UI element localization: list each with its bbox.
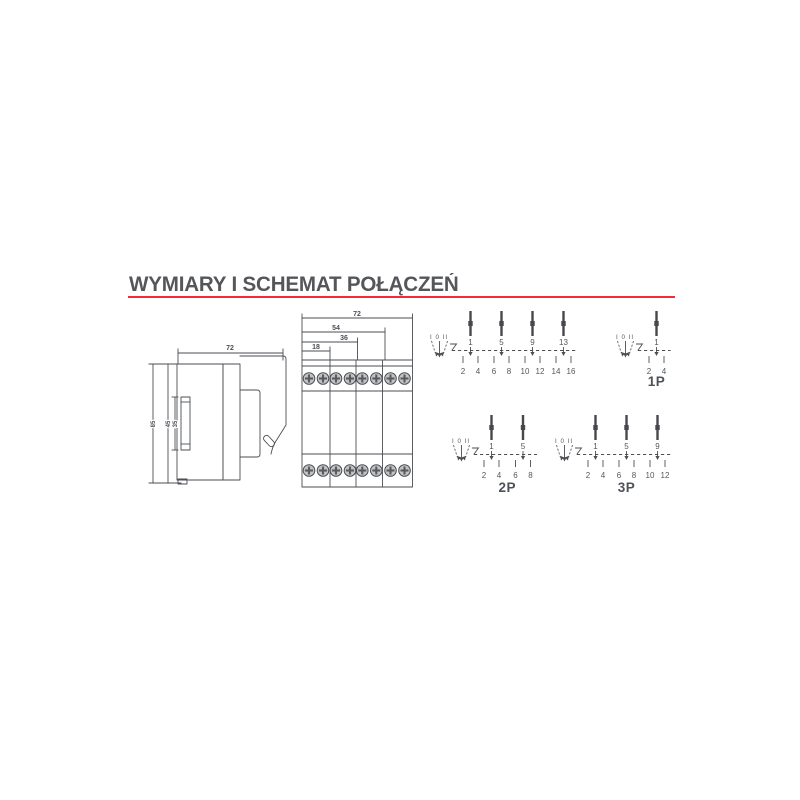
arrowhead-icon [655,456,659,460]
top-terminal-number: 5 [499,338,504,347]
bottom-terminal-number: 10 [645,471,655,480]
side-view-lines [149,349,286,484]
top-terminal-number: 5 [520,442,526,451]
position-indicator-label: I 0 II [430,334,449,341]
bottom-terminal-number: 4 [475,367,481,376]
bottom-terminal-number: 12 [535,367,545,376]
mechanical-link [636,344,643,351]
mechanical-link [450,344,457,351]
bottom-terminal-number: 12 [660,471,670,480]
front-dim-54: 54 [332,325,340,332]
arrowhead-icon [521,456,525,460]
feed-contact [499,321,503,326]
bottom-terminal-number: 6 [513,471,518,480]
top-terminal-number: 9 [530,338,535,347]
position-indicator-label: I 0 II [555,438,574,445]
side-height-value: 85 [151,420,157,428]
mechanical-link [575,448,582,455]
top-terminal-number: 13 [559,338,568,347]
top-terminal-number: 1 [593,442,598,451]
position-ii-line [569,445,573,458]
feed-contact [654,321,658,326]
feed-contact [624,425,628,430]
position-i-line [557,445,561,458]
toggle-lever [262,434,275,448]
side-width-value: 72 [226,345,234,352]
arrowhead-icon [654,352,658,356]
top-terminal-number: 1 [489,442,494,451]
bottom-terminal-number: 16 [566,367,576,376]
title-underline [128,296,675,299]
bottom-terminal-number: 14 [551,367,561,376]
arrowhead-icon [530,352,534,356]
side-rail-value: 35 [173,420,179,428]
position-ii-line [444,341,448,354]
variant-label: 2P [498,480,517,495]
bottom-terminal-number: 2 [460,367,466,376]
arrowhead-icon [468,352,472,356]
bottom-terminal-number: 2 [481,471,487,480]
schematic-3p [549,412,687,504]
terminal-screws [303,373,410,477]
bottom-terminal-number: 6 [616,471,622,480]
position-ii-line [630,341,634,354]
page-title: WYMIARY I SCHEMAT POŁĄCZEŃ [129,273,459,296]
arrowhead-icon [593,456,597,460]
schematic-1p [610,308,688,400]
mechanical-link [472,448,479,455]
position-i-line [618,341,622,354]
position-indicator-label: I 0 II [616,334,635,341]
arrowhead-icon [489,456,493,460]
bottom-terminal-number: 10 [520,367,530,376]
front-dim-18: 18 [312,344,320,351]
front-view-drawing [296,308,421,493]
top-terminal-number: 1 [468,338,473,347]
feed-contact [489,425,493,430]
bottom-terminal-number: 2 [585,471,591,480]
bottom-terminal-number: 8 [631,471,637,480]
bottom-terminal-number: 4 [661,367,667,376]
front-dim-72: 72 [353,311,361,318]
position-i-line [454,445,458,458]
bottom-terminal-number: 4 [496,471,502,480]
arrowhead-icon [561,352,565,356]
feed-contact [593,425,597,430]
side-view-drawing [145,340,305,490]
bottom-terminal-number: 2 [646,367,652,376]
bottom-terminal-number: 8 [528,471,533,480]
top-terminal-number: 5 [624,442,629,451]
variant-label: 1P [647,374,666,389]
bottom-terminal-number: 4 [600,471,606,480]
arrowhead-icon [624,456,628,460]
schematic-4p [424,308,592,380]
arrowhead-icon [499,352,503,356]
schematic-2p [446,412,554,504]
feed-contact [655,425,659,430]
variant-label: 3P [617,480,636,495]
feed-contact [468,321,472,326]
front-dim-36: 36 [340,335,348,342]
top-terminal-number: 9 [655,442,660,451]
top-terminal-number: 1 [654,338,659,347]
side-front-height-value: 45 [166,420,172,428]
front-view-lines [302,314,413,487]
bottom-terminal-number: 6 [491,367,497,376]
feed-contact [521,425,525,430]
feed-contact [561,321,565,326]
feed-contact [530,321,534,326]
position-indicator-label: I 0 II [452,438,471,445]
position-i-line [432,341,436,354]
position-ii-line [466,445,470,458]
bottom-terminal-number: 8 [506,367,512,376]
